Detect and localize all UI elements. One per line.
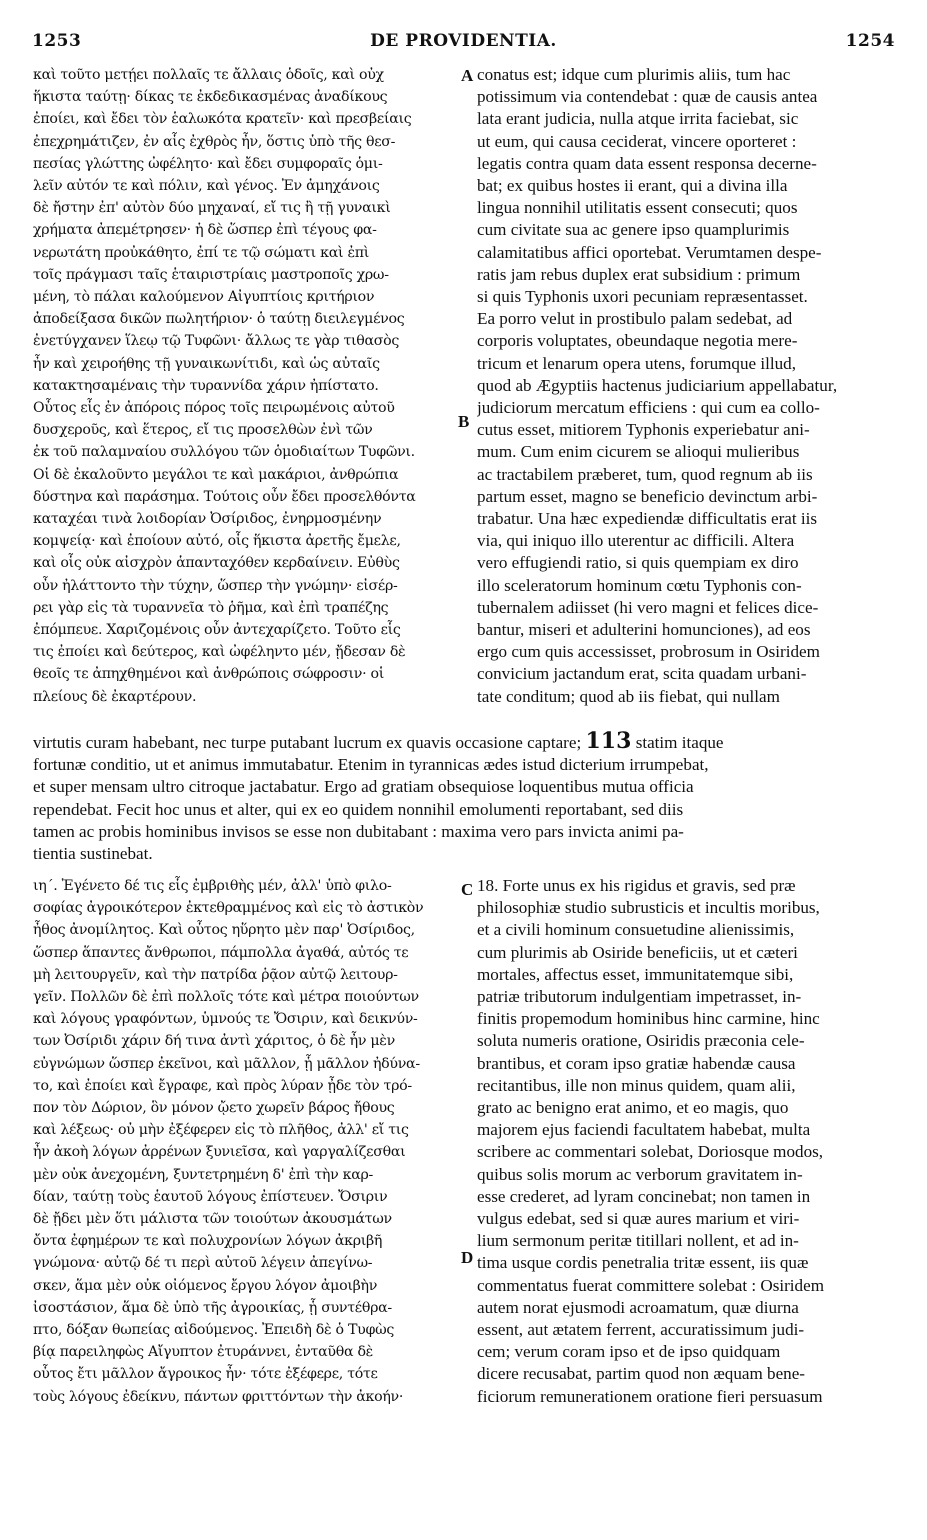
greek-line: οὖν ἠλάττοντο τὴν τύχην, ὥσπερ τὴν γνώμην· εἰσέρ-	[33, 577, 398, 594]
latin-line: ratis jam rebus duplex erat subsidium : primum	[477, 264, 801, 284]
page-number-left: 1253	[32, 31, 82, 51]
greek-line: κομψείᾳ· καὶ ἐποίουν αὐτό, οἷς ἥκιστα ἀρετῆς ἔμελε,	[33, 533, 401, 550]
latin-line: soluta numeris oratione, Osiridis præconia cele-	[477, 1031, 805, 1051]
line-text: tientia sustinebat.	[33, 844, 153, 864]
greek-line: βίᾳ παρειληφὼς Αἴγυπτον ἐτυράννει, ἐνταῦθα δὲ	[33, 1344, 373, 1361]
latin-line: mortales, affectus esset, immunitatemque sibi,	[477, 964, 794, 984]
latin-line: cum civitate sua ac genere ipso quamplurimis	[477, 220, 790, 240]
greek-line: των Ὀσίριδι χάριν δή τινα ἀντὶ χάριτος, ὁ δὲ ἦν μὲν	[33, 1033, 395, 1050]
latin-line: legatis contra quam data essent responsa decerne-	[477, 153, 817, 173]
greek-column-bottom	[33, 875, 453, 1408]
latin-line: philosophiæ studio subrusticis et incultis moribus,	[477, 898, 820, 918]
greek-line: τοὺς λόγους ἐδείκνυ, πάντων φριττόντων τὴν ἀκοήν·	[33, 1388, 404, 1405]
greek-line: νερωτάτη προὐκάθητο, ἐπί τε τῷ σώματι καὶ ἐπὶ	[33, 244, 370, 261]
latin-line: grato ac benigno erat animo, et eo magis, quo	[477, 1098, 789, 1118]
latin-line: vulgus edebat, sed si quæ aures marium et viri-	[477, 1209, 800, 1229]
greek-line: τοῖς πράγμασι ταῖς ἑταιριστρίαις μαστροποῖς χρω-	[33, 266, 389, 283]
greek-line: ὄντα ἐφημέρων τε καὶ πολυχρονίων λόγων ἀκριβῆ	[33, 1233, 383, 1250]
latin-line: conatus est; idque cum plurimis aliis, tum hac	[477, 65, 791, 84]
latin-line: bat; ex quibus hostes ii erant, qui a divina illa	[477, 176, 788, 196]
greek-line: Οἱ δὲ ἐκαλοῦντο μεγάλοι τε καὶ μακάριοι, ἀνθρώπια	[33, 466, 399, 483]
greek-line: Οὗτος εἷς ἐν ἀπόροις πόρος τοῖς πειρωμένοις αὐτοῦ	[33, 400, 395, 417]
latin-line: potissimum via contendebat : quæ de causis antea	[477, 87, 818, 107]
line-text: virtutis curam habebant, nec turpe putabant lucrum ex quavis occasione captare;	[33, 733, 586, 752]
latin-line: via, qui iniquo illo uterentur ac difficili. Altera	[477, 531, 795, 551]
latin-line: si quis Typhonis uxori pecuniam repræsentasset.	[477, 287, 808, 307]
latin-line: trabatur. Una hæc expediendæ difficultatis erat iis	[477, 509, 818, 529]
greek-line: μὲν οὐκ ἀνεχομένη, ξυντετρημένη δ' ἐπὶ τὴν καρ-	[33, 1166, 374, 1183]
latin-column-bottom	[477, 875, 889, 1408]
line-text: tamen ac probis hominibus invisos se esse non dubitabant : maxima vero pars invicta animi pa-	[33, 821, 684, 841]
greek-line: καταχέαι τινὰ λοιδορίαν Ὀσίριδος, ἐνηρμοσμένην	[33, 511, 382, 528]
line-text: rependebat. Fecit hoc unus et alter, qui ex eo quidem nonnihil emolumenti reportabant, sed diis	[33, 799, 684, 819]
greek-line: δὲ ᾔδει μὲν ὅτι μάλιστα τῶν τοιούτων ἀκουσμάτων	[33, 1211, 392, 1228]
folio-number: 113	[585, 730, 632, 754]
latin-line	[33, 730, 889, 754]
latin-line: essent, aut ætatem ferrent, accuratissimum judi-	[477, 1320, 805, 1340]
greek-line: κατακτησαμέναις τὴν τυραννίδα χάριν ἠπίστατο.	[33, 377, 379, 394]
greek-line: δίαν, ταύτῃ τοὺς ἑαυτοῦ λόγους ἐπίστευεν. Ὄσιριν	[33, 1188, 388, 1205]
greek-line: θεοῖς τε ἀπηχθημένοι καὶ ἀνθρώποις σώφροσιν· οἱ	[33, 666, 385, 683]
greek-line: ἐπόμπευε. Χαριζομένοις οὖν ἀντεχαρίζετο. Τοῦτο εἷς	[33, 622, 401, 639]
latin-line: finitis propemodum hominibus hinc carmine, hinc	[477, 1009, 820, 1029]
latin-line: brantibus, et coram ipso gratiæ habendæ causa	[477, 1053, 796, 1073]
latin-line: ficiorum remunerationem oratione fieri persuasum	[477, 1386, 823, 1406]
greek-line: ιη΄. Ἐγένετο δέ τις εἷς ἐμβριθὴς μέν, ἀλλ' ὑπὸ φιλο-	[33, 878, 392, 894]
latin-full-width	[33, 730, 889, 865]
greek-line: καὶ λέξεως· οὐ μὴν ἐξέφερεν εἰς τὸ πλῆθος, ἀλλ' εἴ τις	[33, 1122, 409, 1139]
greek-line: το, καὶ ἐποίει καὶ ἔγραφε, καὶ πρὸς λύραν ᾖδε τὸν τρό-	[33, 1077, 412, 1094]
greek-line: μὴ λειτουργεῖν, καὶ τὴν πατρίδα ῥᾷον αὐτῷ λειτουρ-	[33, 966, 398, 983]
latin-line	[33, 843, 889, 865]
line-text: et super mensam ultro citroque jactabatur. Ergo ad gratiam obsequiose loquentibus mutua officia	[33, 777, 694, 797]
greek-line: χρήματα ἀπεμέτρησεν· ἡ δὲ ὥσπερ ἐπὶ τέγους φα-	[33, 222, 377, 239]
latin-line: cum plurimis ab Osiride beneficiis, ut et cæteri	[477, 942, 798, 962]
latin-line	[33, 799, 889, 821]
latin-line: judiciorum mercatum efficiens : qui cum ea collo-	[477, 398, 820, 418]
greek-line: ἦν καὶ χειροήθης τῇ γυναικωνίτιδι, καὶ ὡς αὐταῖς	[33, 355, 380, 372]
latin-line	[33, 821, 889, 843]
latin-line: recitantibus, ille non minus quidem, quam alii,	[477, 1075, 796, 1095]
latin-line: cem; verum coram ipso et de ipso quidquam	[477, 1342, 781, 1362]
latin-line: 18. Forte unus ex his rigidus et gravis, sed præ	[477, 876, 796, 895]
greek-line: λεῖν αὐτόν τε καὶ πόλιν, καὶ γένος. Ἐν ἀμηχάνοις	[33, 178, 380, 195]
latin-line: tate conditum; quod ab iis fiebat, qui nullam	[477, 686, 780, 706]
latin-line: commentatus fuerat committere solebat : Osiridem	[477, 1275, 824, 1295]
greek-line: ἦθος ἀνομίλητος. Καὶ οὗτος ηὕρητο μὲν παρ' Ὀσίριδος,	[33, 922, 415, 939]
greek-line: ἐκ τοῦ παλαμναίου συλλόγου τῶν ὁμοδιαίτων Τυφῶνι.	[33, 444, 415, 461]
greek-line: δυσχεροῦς, καὶ ἕτερος, εἴ τις προσελθὼν ἐνὶ τῶν	[33, 422, 373, 439]
greek-line: ἐποίει, καὶ ἔδει τὸν ἑαλωκότα κρατεῖν· καὶ πρεσβείαις	[33, 111, 412, 128]
greek-line: πεσίας γλώττης ὠφέλητο· καὶ ἔδει συμφοραῖς ὁμι-	[33, 155, 383, 172]
greek-line: μένη, τὸ πάλαι καλούμενον Αἰγυπτίοις κριτήριον	[33, 289, 375, 306]
section-marker-b: B	[458, 412, 470, 431]
greek-line: ἰσοστάσιον, ἅμα δὲ ὑπὸ τῆς ἀγροικίας, ᾗ συντέθρα-	[33, 1299, 392, 1316]
line-text: fortunæ conditio, ut et animus immutabatur. Etenim in tyrannicas ædes istud dicterium irrumpebat,	[33, 755, 709, 775]
latin-line: quibus solis morum ac verborum gravitatem in-	[477, 1164, 803, 1184]
latin-line: dicere recusabat, partim quod non æquam bene-	[477, 1364, 805, 1384]
greek-line: ὥσπερ ἅπαντες ἄνθρωποι, πάμπολλα ἀγαθά, αὐτός τε	[33, 944, 409, 961]
greek-line: ἀποδείξασα δικῶν πωλητήριον· ὁ ταύτῃ διειλεγμένος	[33, 311, 405, 328]
latin-line: esse crederet, ad lyram concinebat; non tamen in	[477, 1186, 811, 1206]
running-title: DE PROVIDENTIA.	[370, 31, 557, 51]
latin-line: tubernalem adiisset (hi vero magni et felices dice-	[477, 597, 819, 617]
greek-line: καὶ οἷς οὐκ αἰσχρὸν ἁπανταχόθεν κερδαίνειν. Εὐθὺς	[33, 555, 400, 572]
greek-line: δύστηνα καὶ παράσημα. Τούτοις οὖν ἔδει προσελθόντα	[33, 488, 416, 505]
latin-line: et a civili hominum consuetudine alienissimis,	[477, 920, 795, 940]
section-marker-d: D	[461, 1248, 474, 1267]
greek-line: καὶ τοῦτο μετῄει πολλαῖς τε ἄλλαις ὁδοῖς, καὶ οὐχ	[33, 67, 384, 83]
greek-line: δὲ ἤστην ἐπ' αὐτὸν δύο μηχαναί, εἴ τις ἢ τῇ γυναικὶ	[33, 200, 391, 217]
latin-line: ut eum, qui causa ceciderat, vincere oporteret :	[477, 131, 797, 151]
greek-line: τις ἐποίει καὶ δεύτερος, καὶ ὠφέληντο μέν, ᾔδεσαν δὲ	[33, 644, 406, 661]
latin-line: convicium jactandum erat, scita quadam urbani-	[477, 664, 807, 684]
section-marker-c: C	[461, 880, 474, 899]
latin-line: lium sermonum peritæ titillari nollent, et ad in-	[477, 1231, 799, 1251]
greek-line: καὶ λόγους γραφόντων, ὑμνούς τε Ὄσιριν, καὶ δεικνύν-	[33, 1011, 418, 1028]
latin-line: tima usque cordis penetralia tritæ essent, iis quæ	[477, 1253, 809, 1273]
greek-line: ἐπεχρημάτιζεν, ἐν αἷς ἐχθρὸς ἦν, ὅστις ὑπὸ τῆς θεσ-	[33, 133, 396, 150]
greek-line: ἥκιστα ταύτῃ· δίκας τε ἐκδεδικασμένας ἀναδίκους	[33, 89, 388, 106]
latin-line: autem norat ejusmodi acroamatum, quæ diurna	[477, 1297, 799, 1317]
page-number-right: 1254	[845, 31, 895, 51]
latin-line: bantur, miseri et adulterini homunciones), ad eos	[477, 620, 811, 640]
greek-line: σοφίας ἀγροικότερον ἐκτεθραμμένος καὶ εἰς τὸ ἀστικὸν	[33, 900, 424, 917]
latin-line: cutus esset, mitiorem Typhonis experiebatur ani-	[477, 420, 810, 440]
latin-line	[33, 754, 889, 776]
latin-line: lata erant judicia, nulla atque irrita faciebat, sic	[477, 109, 799, 129]
latin-line: illo sceleratorum hominum cœtu Typhonis con-	[477, 575, 802, 595]
latin-line	[33, 776, 889, 798]
greek-line: γνώμονα· αὐτῷ δέ τι περὶ αὐτοῦ λέγειν ἀπεγίνω-	[33, 1255, 373, 1272]
greek-line: εὐγνώμων ὥσπερ ἐκεῖνοι, καὶ μᾶλλον, ᾗ μᾶλλον ἠδύνα-	[33, 1055, 420, 1072]
greek-line: σκεν, ἅμα μὲν οὐκ οἰόμενος ἔργου λόγον ἀμοιβὴν	[33, 1277, 378, 1294]
latin-line: ac tractabilem præberet, tum, quod regnum ab iis	[477, 464, 813, 484]
greek-line: οὗτος ἔτι μᾶλλον ἄγροικος ἦν· τότε ἐξέφερε, τότε	[33, 1366, 378, 1383]
greek-line: γεῖν. Πολλῶν δὲ ἐπὶ πολλοῖς τότε καὶ μέτρα ποιούντων	[33, 989, 419, 1006]
latin-line: scribere ac commentari solebat, Doriosque modos,	[477, 1142, 824, 1162]
latin-line: calamitatibus affici oportebat. Verumtamen despe-	[477, 242, 822, 262]
latin-line: vero effugiendi ratio, si quis quempiam ex diro	[477, 553, 799, 573]
section-marker-a: A	[461, 66, 474, 85]
greek-line: πλείους δὲ ἐκαρτέρουν.	[33, 688, 197, 705]
greek-line: ἦν ἀκοὴ λόγων ἀρρένων ξυνιεῖσα, καὶ γαργαλίζεσθαι	[33, 1144, 406, 1161]
latin-line: ergo cum quis accessisset, probrosum in Osiridem	[477, 642, 820, 662]
line-text: statim itaque	[631, 733, 724, 752]
latin-line: patriæ tributorum indulgentiam impetrasset, in-	[477, 987, 802, 1007]
latin-line: quod ab Ægyptiis hactenus judiciarium appellabatur,	[477, 375, 838, 395]
greek-line: πτο, δόξαν θωπείας αἰδούμενος. Ἐπειδὴ δὲ ὁ Τυφὼς	[33, 1322, 395, 1339]
latin-line: corporis voluptates, obeundaque negotia mere-	[477, 331, 798, 351]
latin-line: lingua nonnihil utilitatis essent consecuti; quos	[477, 198, 798, 218]
greek-column-top	[33, 64, 453, 708]
latin-line: mum. Cum enim cicurem se alioqui mulieribus	[477, 442, 800, 462]
greek-line: ἐνετύγχανεν ἵλεῳ τῷ Τυφῶνι· ἄλλως τε γὰρ τιθασὸς	[33, 333, 400, 350]
greek-line: πον τὸν Δώριον, ὃν μόνον ᾤετο χωρεῖν βάρος ἤθους	[33, 1100, 395, 1117]
latin-line: Ea porro velut in prostibulo palam sedebat, ad	[477, 309, 793, 329]
latin-line: partum esset, magno se beneficio devinctum arbi-	[477, 486, 818, 506]
page-header	[30, 31, 897, 59]
latin-line: tricum et lenarum opera utens, forumque illud,	[477, 353, 796, 373]
greek-line: ρει γὰρ εἰς τὰ τυραννεῖα τὸ ῥῆμα, καὶ ἐπὶ τραπέζης	[33, 599, 389, 616]
latin-column-top	[477, 64, 889, 708]
latin-line: majorem ejus faciendi facultatem habebat, multa	[477, 1120, 811, 1140]
